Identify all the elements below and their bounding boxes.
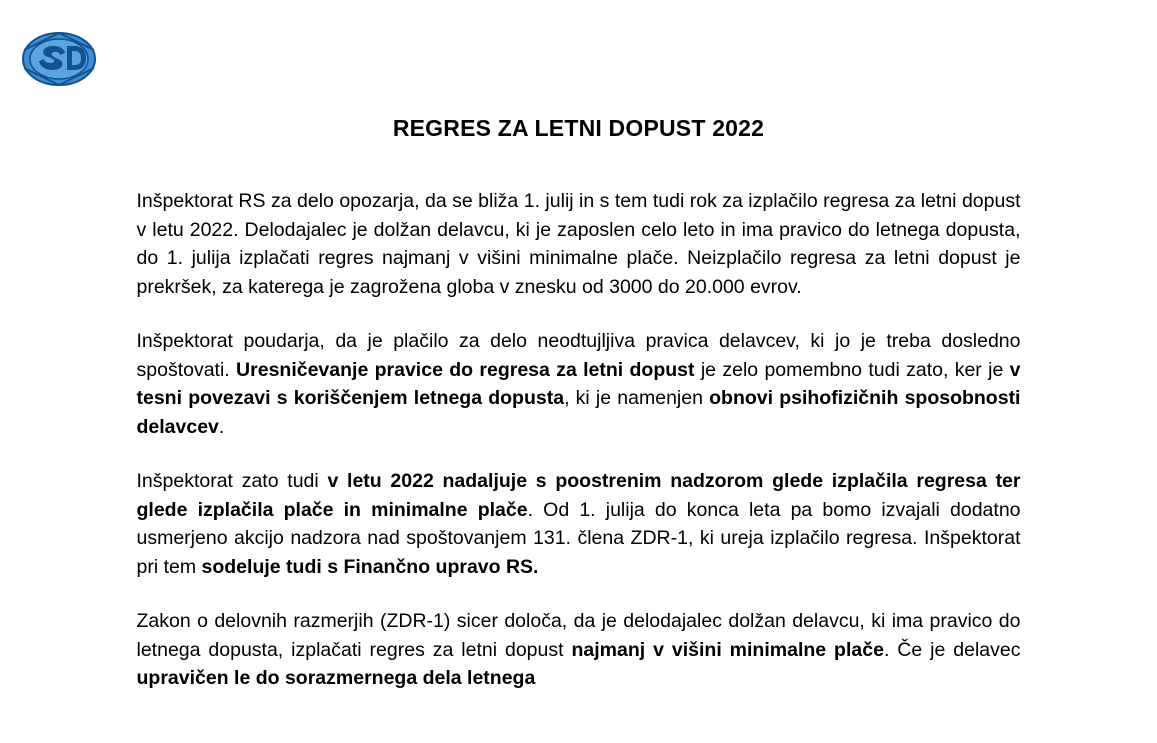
paragraph-4: Zakon o delovnih razmerjih (ZDR-1) sicer določa, da je delodajalec dolžan delavcu, ki ima pravico do letnega dopusta, izplačati regres za letni dopust najmanj v višini minimalne plače. Če je delavec upravičen le do sorazmernega dela letnega xyxy=(136,610,1021,689)
page-clip xyxy=(0,735,1157,743)
document-body xyxy=(137,142,1021,693)
page-title: REGRES ZA LETNI DOPUST 2022 xyxy=(392,115,765,141)
paragraph-1: Inšpektorat RS za delo opozarja, da se bliža 1. julij in s tem tudi rok za izplačilo regresa za letni dopust v letu 2022. Delodajalec je dolžan delavcu, ki je zaposlen celo leto in ima pravico do letnega dopusta, do 1. julija izplačati regres najmanj v višini minimalne plače. Neizplačilo regresa za letni dopust je prekršek, za katerega je zagrožena globa v znesku od 3000 do 20.000 evrov. xyxy=(136,190,1021,298)
paragraph-2: Inšpektorat poudarja, da je plačilo za delo neodtujljiva pravica delavcev, ki jo je treba dosledno spoštovati. Uresničevanje pravice do regresa za letni dopust je zelo pomembno tudi zato, ker je v tesni povezavi s koriščenjem letnega dopusta, ki je namenjen obnovi psihofizičnih sposobnosti delavcev. xyxy=(136,330,1021,438)
paragraph-3: Inšpektorat zato tudi v letu 2022 nadaljuje s poostrenim nadzorom glede izplačila regresa ter glede izplačila plače in minimalne plače. Od 1. julija do konca leta pa bomo izvajali dodatno usmerjeno akcijo nadzora nad spoštovanjem 131. člena ZDR-1, ki ureja izplačilo regresa. Inšpektorat pri tem sodeluje tudi s Finančno upravo RS. xyxy=(136,470,1021,578)
